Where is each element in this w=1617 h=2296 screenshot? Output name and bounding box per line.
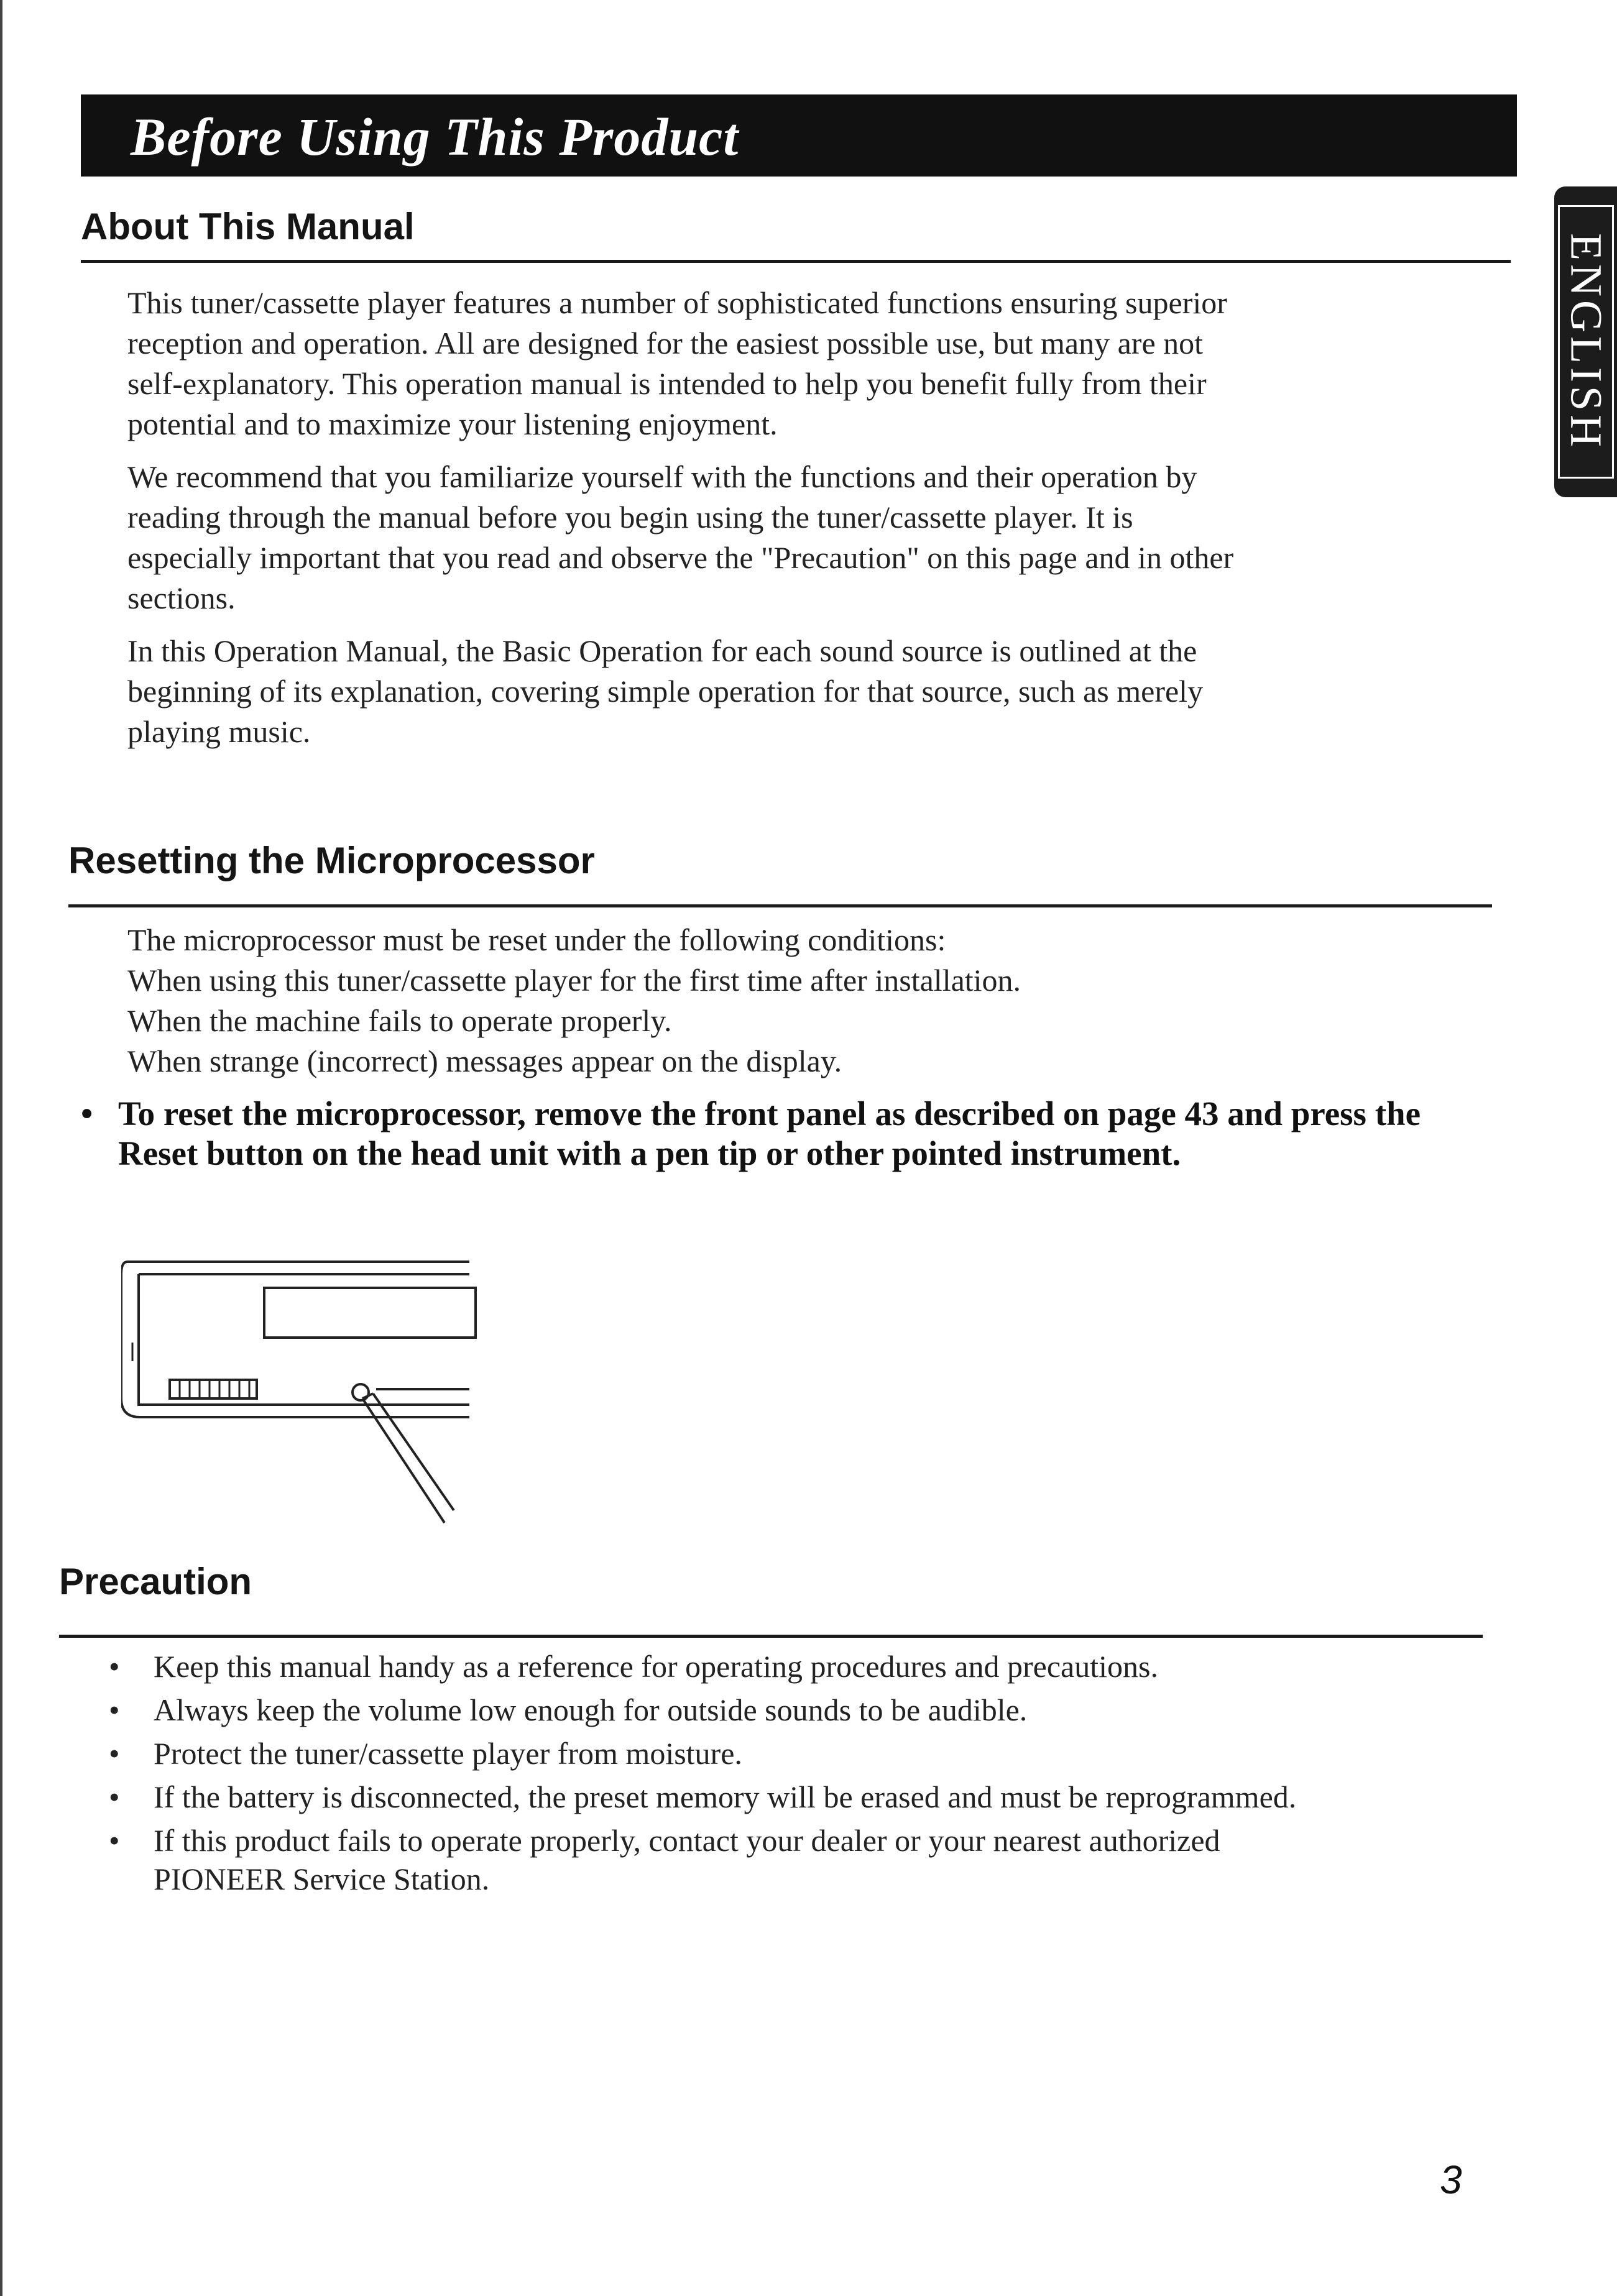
precaution-heading: Precaution bbox=[59, 1561, 252, 1602]
precaution-item: • If the battery is disconnected, the preset memory will be erased and must be reprogrammed. bbox=[109, 1778, 1302, 1816]
reset-condition-3: When strange (incorrect) messages appear on the display. bbox=[127, 1044, 842, 1078]
language-tab-label: ENGLISH bbox=[1558, 205, 1614, 479]
precaution-item: • Keep this manual handy as a reference for operating procedures and precautions. bbox=[109, 1647, 1302, 1686]
reset-heading-rule bbox=[68, 904, 1492, 907]
about-heading: About This Manual bbox=[81, 206, 415, 247]
head-unit-illustration bbox=[121, 1249, 494, 1529]
reset-condition-2: When the machine fails to operate properly. bbox=[127, 1003, 672, 1038]
reset-bullet: • bbox=[81, 1095, 93, 1132]
about-paragraph-1: This tuner/cassette player features a number of sophisticated functions ensuring superior reception and operation. All are designed for the easiest possible use, but many are not self-explanatory. This operation manual is intended to help you benefit fully from their potential and to maximize your listening enjoyment. bbox=[127, 285, 1227, 441]
reset-condition-1: When using this tuner/cassette player for the first time after installation. bbox=[127, 963, 1021, 998]
reset-condition-intro: The microprocessor must be reset under the following conditions: bbox=[127, 922, 946, 957]
precaution-list bbox=[109, 1647, 1302, 1903]
about-body bbox=[127, 283, 1259, 752]
precaution-item: • Protect the tuner/cassette player from moisture. bbox=[109, 1734, 1302, 1773]
about-paragraph-3: In this Operation Manual, the Basic Operation for each sound source is outlined at the beginning of its explanation, covering simple operation for that source, such as merely playing music. bbox=[127, 633, 1204, 749]
page-number: 3 bbox=[1440, 2157, 1462, 2202]
precaution-item: • Always keep the volume low enough for outside sounds to be audible. bbox=[109, 1691, 1302, 1729]
reset-conditions bbox=[127, 920, 1371, 1081]
about-heading-rule bbox=[81, 260, 1511, 263]
page-title: Before Using This Product bbox=[131, 107, 739, 167]
pen-tip bbox=[362, 1394, 454, 1523]
page-binding-edge bbox=[0, 0, 2, 2296]
about-paragraph-2: We recommend that you familiarize yourself with the functions and their operation by reading through the manual before you begin using the tuner/cassette player. It is especially important that you read and observe the "Precaution" on this page and in other sections. bbox=[127, 459, 1234, 615]
cassette-door bbox=[170, 1380, 257, 1398]
reset-heading: Resetting the Microprocessor bbox=[68, 840, 595, 881]
reset-instruction: To reset the microprocessor, remove the front panel as described on page 43 and press the Reset button on the head unit with a pen tip or other pointed instrument. bbox=[118, 1095, 1421, 1172]
precaution-item: • If this product fails to operate properly, contact your dealer or your nearest authorized PIONEER Service Station. bbox=[109, 1821, 1302, 1898]
precaution-heading-rule bbox=[59, 1635, 1483, 1638]
